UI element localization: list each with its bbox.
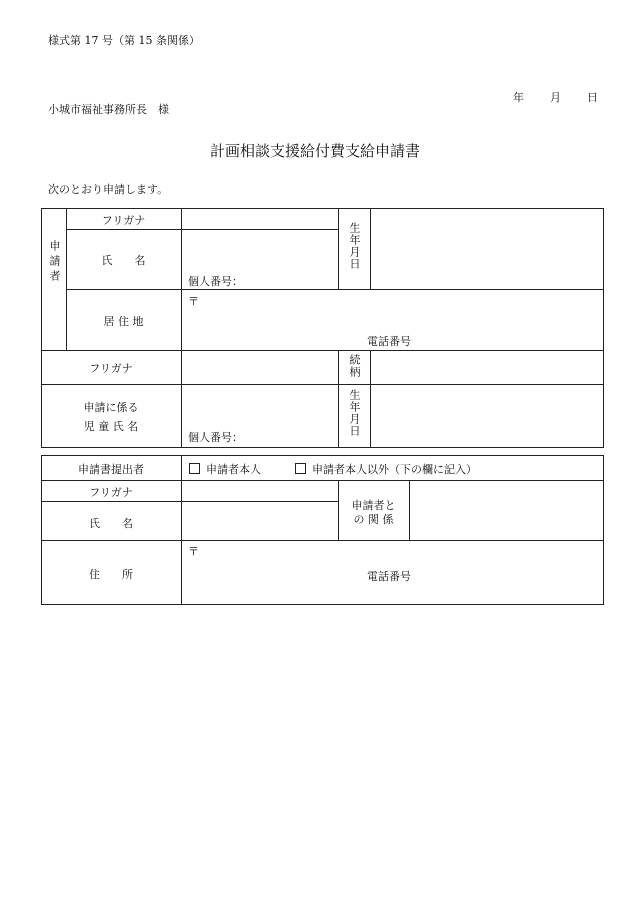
child-furigana-label: フリガナ — [89, 362, 133, 375]
date-month-label: 月 — [550, 91, 561, 104]
self-option-label: 申請者本人 — [206, 463, 261, 476]
submitter-relation-label-line1: 申請者と — [351, 499, 396, 512]
applicant-postal-mark: 〒 — [188, 295, 199, 308]
applicant-address-label: 居 住 地 — [103, 315, 144, 328]
submitter-relation-label-line2: の 関 係 — [353, 513, 394, 526]
submitter-label: 申請書提出者 — [78, 463, 144, 476]
submitter-address-label: 住 所 — [89, 568, 133, 581]
page-title: 計画相談支援給付費支給申請書 — [209, 142, 420, 160]
submitter-postal-mark: 〒 — [188, 545, 199, 558]
applicant-my-number-label: 個人番号： — [188, 275, 243, 288]
self-checkbox[interactable] — [189, 463, 200, 474]
submitter-option-other[interactable] — [295, 461, 477, 477]
date-day-label: 日 — [587, 91, 598, 104]
submitter-option-self[interactable] — [189, 461, 261, 477]
submitter-name-label: 氏 名 — [89, 517, 133, 530]
child-my-number-label: 個人番号： — [188, 431, 243, 444]
applicant-section-label: 申請者 — [48, 240, 61, 285]
applicant-furigana-label: フリガナ — [101, 214, 146, 227]
form-number: 様式第 17 号（第 15 条関係） — [48, 34, 200, 47]
applicant-name-label: 氏 名 — [101, 254, 146, 267]
child-relationship-label: 続柄 — [348, 354, 361, 378]
other-option-label: 申請者本人以外（下の欄に記入） — [312, 463, 477, 476]
date-year-label: 年 — [513, 91, 524, 104]
applicant-phone-label: 電話番号 — [367, 335, 411, 348]
child-name-label-line2: 児 童 氏 名 — [83, 420, 139, 433]
addressee: 小城市福祉事務所長 様 — [48, 103, 169, 116]
child-birthdate-label: 生年月日 — [348, 389, 361, 437]
intro-text: 次のとおり申請します。 — [48, 183, 169, 196]
submitter-furigana-label: フリガナ — [89, 486, 133, 499]
child-name-label-line1: 申請に係る — [83, 401, 139, 414]
applicant-birthdate-label: 生年月日 — [348, 222, 361, 270]
submitter-phone-label: 電話番号 — [367, 570, 411, 583]
other-checkbox[interactable] — [295, 463, 306, 474]
